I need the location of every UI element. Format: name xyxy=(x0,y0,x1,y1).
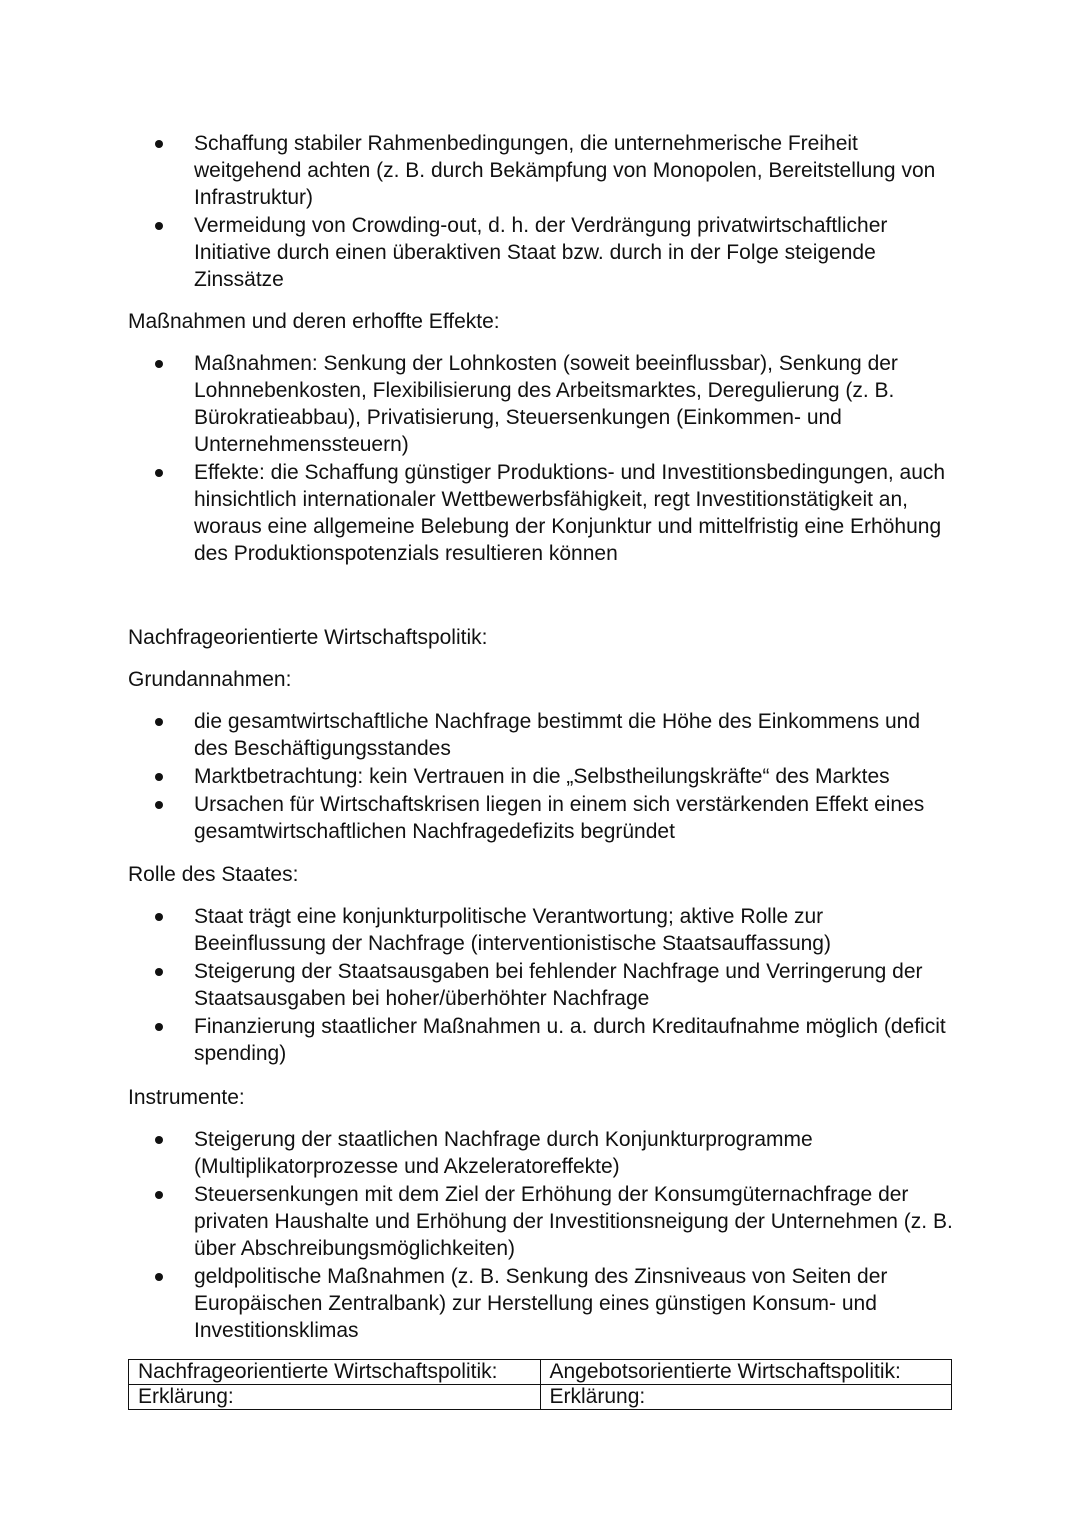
bullet-icon xyxy=(155,801,163,809)
table-header-nachfrage: Nachfrageorientierte Wirtschaftspolitik: xyxy=(129,1360,541,1385)
nachfrage-title: Nachfrageorientierte Wirtschaftspolitik: xyxy=(128,626,488,649)
table-header-angebot: Angebotsorientierte Wirtschaftspolitik: xyxy=(540,1360,952,1385)
bullet-icon xyxy=(155,1191,163,1199)
table-cell-erklaerung-left: Erklärung: xyxy=(129,1385,541,1410)
list-item: Finanzierung staatlicher Maßnahmen u. a. durch Kreditaufnahme möglich (deficit spending) xyxy=(128,1013,958,1067)
list-item: die gesamtwirtschaftliche Nachfrage bestimmt die Höhe des Einkommens und des Beschäftigungsstandes xyxy=(128,708,958,762)
list-item: Steigerung der staatlichen Nachfrage durch Konjunkturprogramme (Multiplikatorprozesse und Akzeleratoreffekte) xyxy=(128,1126,958,1180)
bullet-icon xyxy=(155,222,163,230)
bullet-icon xyxy=(155,469,163,477)
list-item: Maßnahmen: Senkung der Lohnkosten (soweit beeinflussbar), Senkung der Lohnnebenkosten, Flexibilisierung des Arbeitsmarktes, Deregulierung (z. B. Bürokratieabbau), Privatisierung, Steuersenkungen (Einkommen- und Unternehmenssteuern) xyxy=(128,350,958,458)
bullet-icon xyxy=(155,1273,163,1281)
bullet-icon xyxy=(155,360,163,368)
list-item: Vermeidung von Crowding-out, d. h. der Verdrängung privatwirtschaftlicher Initiative durch einen überaktiven Staat bzw. durch in der Folge steigende Zinssätze xyxy=(128,212,958,293)
massnahmen-heading: Maßnahmen und deren erhoffte Effekte: xyxy=(128,310,500,333)
list-item: Effekte: die Schaffung günstiger Produktions- und Investitionsbedingungen, auch hinsichtlich internationaler Wettbewerbsfähigkeit, regt Investitionstätigkeit an, woraus eine allgemeine Belebung der Konjunktur und mittelfristig eine Erhöhung des Produktionspotenzials resultieren können xyxy=(128,459,958,567)
bullet-icon xyxy=(155,913,163,921)
bullet-icon xyxy=(155,1023,163,1031)
comparison-table xyxy=(128,1359,952,1410)
massnahmen-bullets-list xyxy=(128,350,958,568)
bullet-icon xyxy=(155,773,163,781)
instrumente-bullets-list xyxy=(128,1126,958,1345)
bullet-icon xyxy=(155,968,163,976)
list-item: Ursachen für Wirtschaftskrisen liegen in einem sich verstärkenden Effekt eines gesamtwirtschaftlichen Nachfragedefizits begründet xyxy=(128,791,958,845)
list-item: Marktbetrachtung: kein Vertrauen in die „Selbstheilungskräfte“ des Marktes xyxy=(128,763,958,790)
table-row xyxy=(129,1360,952,1385)
rolle-staat-bullets-list xyxy=(128,903,958,1068)
list-item: Steigerung der Staatsausgaben bei fehlender Nachfrage und Verringerung der Staatsausgaben bei hoher/überhöhter Nachfrage xyxy=(128,958,958,1012)
instrumente-heading: Instrumente: xyxy=(128,1086,245,1109)
grundannahmen-heading: Grundannahmen: xyxy=(128,668,292,691)
rolle-heading: Rolle des Staates: xyxy=(128,863,299,886)
table-row xyxy=(129,1385,952,1410)
bullet-icon xyxy=(155,140,163,148)
bullet-icon xyxy=(155,718,163,726)
grundannahmen-bullets-list xyxy=(128,708,958,846)
list-item: Schaffung stabiler Rahmenbedingungen, die unternehmerische Freiheit weitgehend achten (z. B. durch Bekämpfung von Monopolen, Bereitstellung von Infrastruktur) xyxy=(128,130,958,211)
list-item: geldpolitische Maßnahmen (z. B. Senkung des Zinsniveaus von Seiten der Europäischen Zentralbank) zur Herstellung eines günstigen Konsum- und Investitionsklimas xyxy=(128,1263,958,1344)
table-cell-erklaerung-right: Erklärung: xyxy=(540,1385,952,1410)
rolle-bullets-list xyxy=(128,130,958,294)
list-item: Staat trägt eine konjunkturpolitische Verantwortung; aktive Rolle zur Beeinflussung der Nachfrage (interventionistische Staatsauffassung) xyxy=(128,903,958,957)
bullet-icon xyxy=(155,1136,163,1144)
list-item: Steuersenkungen mit dem Ziel der Erhöhung der Konsumgüternachfrage der privaten Haushalte und Erhöhung der Investitionsneigung der Unternehmen (z. B. über Abschreibungsmöglichkeiten) xyxy=(128,1181,958,1262)
